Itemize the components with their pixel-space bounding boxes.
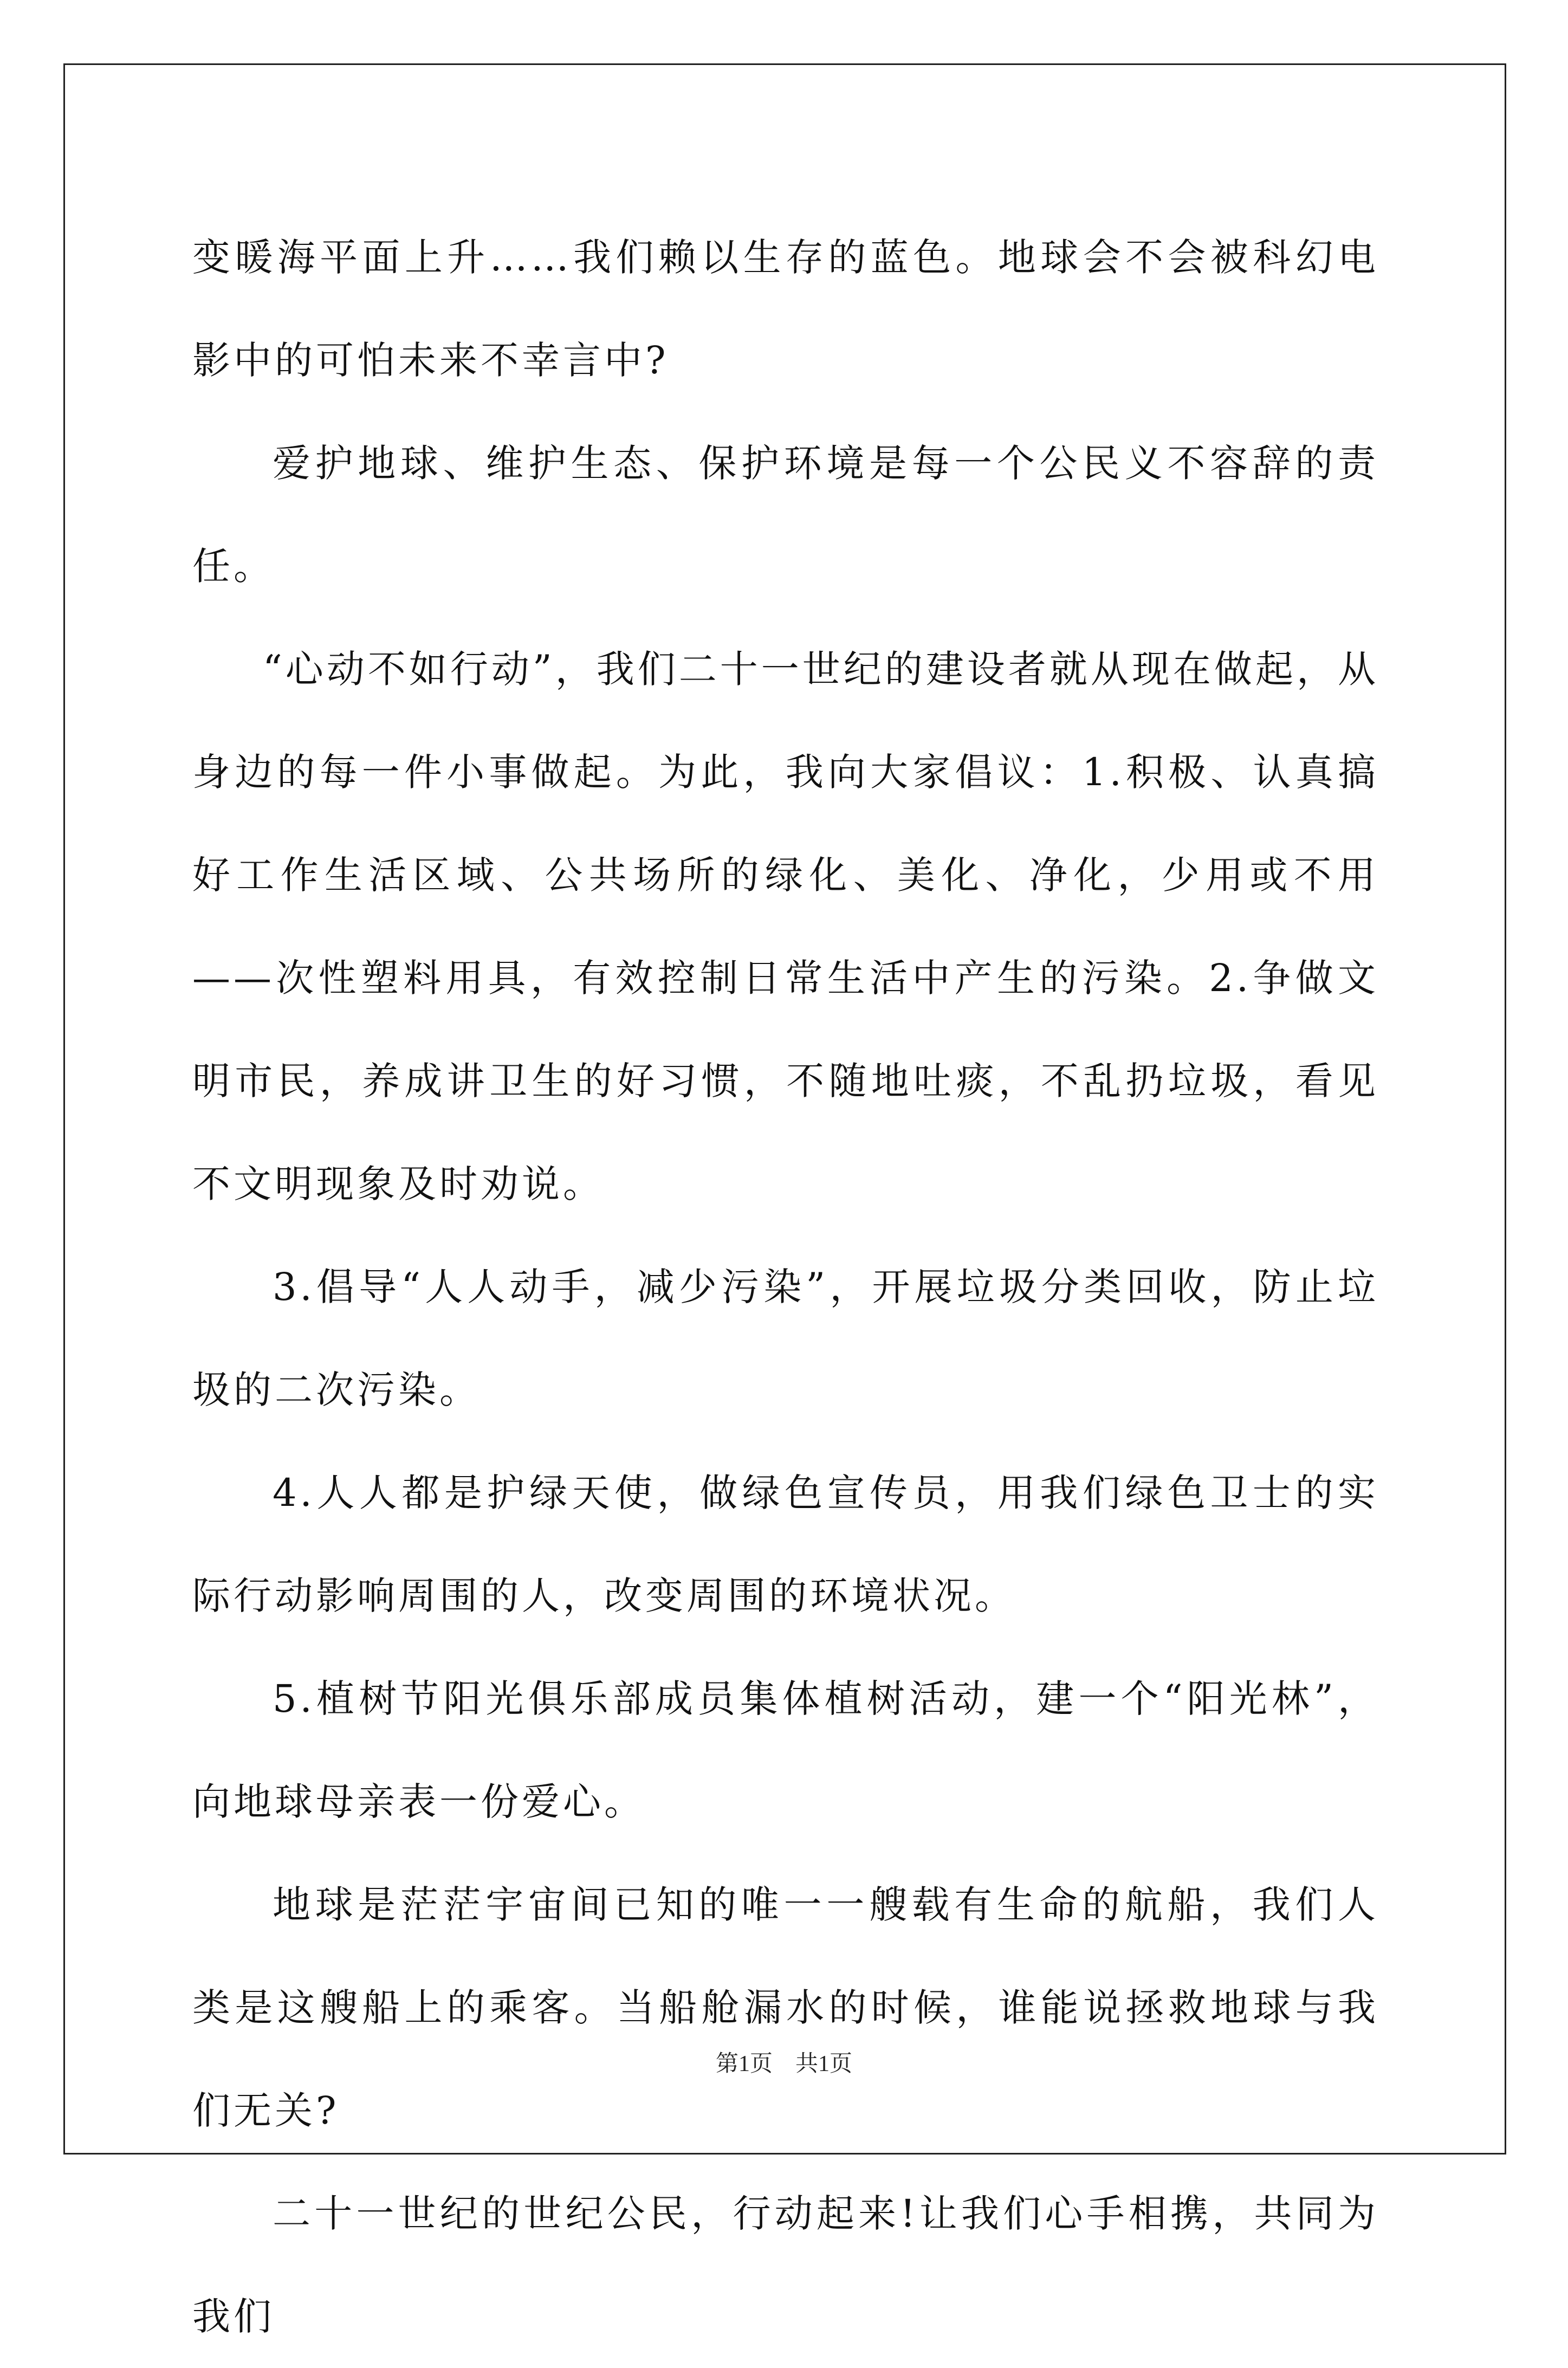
paragraph-1: 变暖海平面上升……我们赖以生存的蓝色。地球会不会被科幻电影中的可怕未来不幸言中? xyxy=(192,235,1379,383)
paragraph-6: 5.植树节阳光俱乐部成员集体植树活动，建一个“阳光林”，向地球母亲表一份爱心。 xyxy=(192,1677,1379,1824)
paragraph-2: 爱护地球、维护生态、保护环境是每一个公民义不容辞的责任。 xyxy=(192,441,1379,588)
paragraph-8: 二十一世纪的世纪公民，行动起来!让我们心手相携，共同为我们 xyxy=(192,2191,1379,2339)
paragraph-7: 地球是茫茫宇宙间已知的唯一一艘载有生命的航船，我们人类是这艘船上的乘客。当船舱漏水的时候，谁能说拯救地球与我们无关? xyxy=(192,1882,1379,2133)
paragraph-3: “心动不如行动”，我们二十一世纪的建设者就从现在做起，从身边的每一件小事做起。为此，我向大家倡议：1.积极、认真搞好工作生活区域、公共场所的绿化、美化、净化，少用或不用——次性塑料用具，有效控制日常生活中产生的污染。2.争做文明市民，养成讲卫生的好习惯，不随地吐痰，不乱扔垃圾，看见不文明现象及时劝说。 xyxy=(192,647,1379,1206)
paragraph-4: 3.倡导“人人动手，减少污染”，开展垃圾分类回收，防止垃圾的二次污染。 xyxy=(192,1265,1379,1412)
document-body xyxy=(192,206,1379,2368)
page-number-footer: 第1页 共1页 xyxy=(715,2052,852,2076)
paragraph-5: 4.人人都是护绿天使，做绿色宣传员，用我们绿色卫士的实际行动影响周围的人，改变周围的环境状况。 xyxy=(192,1471,1379,1618)
